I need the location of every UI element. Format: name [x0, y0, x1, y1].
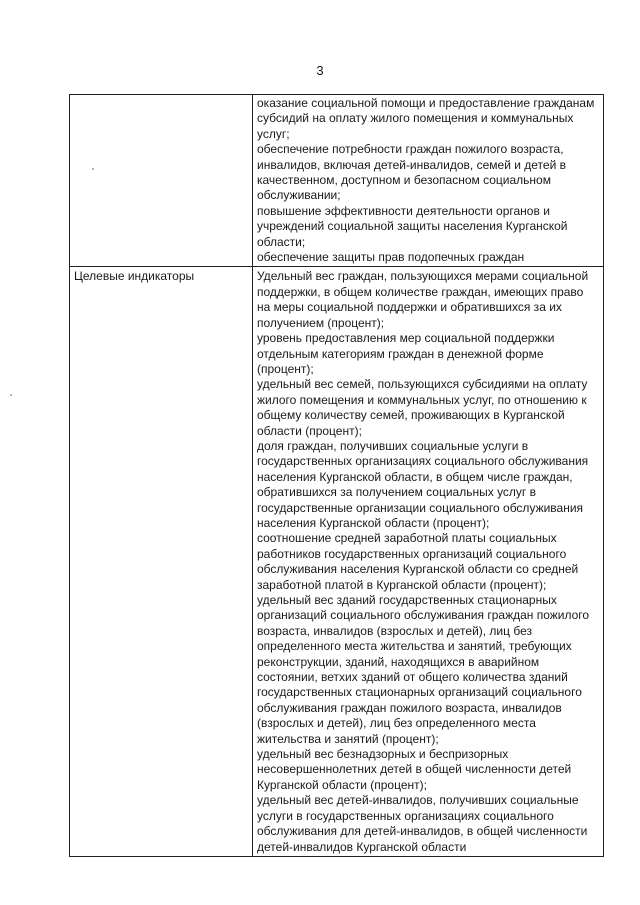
table-row	[70, 267, 604, 856]
list-item: обеспечение потребности граждан пожилого возраста, инвалидов, включая детей-инвалидов, семей и детей в качественном, доступном и безопасном социальном обслуживании;	[257, 142, 566, 203]
list-item: удельный вес безнадзорных и беспризорных несовершеннолетних детей в общей численности детей Курганской области (процент);	[257, 747, 572, 792]
program-passport-table	[69, 94, 604, 857]
list-item: удельный вес зданий государственных стационарных организаций социального обслуживания граждан пожилого возраста, инвалидов (взрослых и детей), лиц без определенного места жительства и занятий, требующих реконструкции, зданий, находящихся в аварийном состоянии, ветхих зданий от общего количества зданий государственных стационарных организаций социального обслуживания граждан пожилого возраста, инвалидов (взрослых и детей), лиц без определенного места жительства и занятий (процент);	[257, 593, 590, 746]
list-item: удельный вес детей-инвалидов, получивших социальные услуги в государственных организациях социального обслуживания для детей-инвалидов, в общей численности детей-инвалидов Курганской области	[257, 793, 588, 854]
list-item: удельный вес семей, пользующихся субсидиями на оплату жилого помещения и коммунальных услуг, по отношению к общему количеству семей, проживающих в Курганской области (процент);	[257, 377, 588, 438]
page-number: 3	[316, 63, 324, 78]
list-item: соотношение средней заработной платы социальных работников государственных организаций социального обслуживания населения Курганской области со средней заработной платой в Курганской области (процент);	[257, 531, 579, 592]
list-item: уровень предоставления мер социальной поддержки отдельным категориям граждан в денежной форме (процент);	[257, 331, 555, 376]
scan-speck	[92, 168, 94, 170]
table-row	[70, 95, 604, 267]
row-content-cell	[253, 267, 604, 856]
row-content-cell	[253, 95, 604, 267]
list-item: повышение эффективности деятельности органов и учреждений социальной защиты населения Курганской области;	[257, 203, 568, 249]
list-item: доля граждан, получивших социальные услуги в государственных организациях социального обслуживания населения Курганской области, в общем числе граждан, обратившихся за получением социальных услуг в государственные организации социального обслуживания населения Курганской области (процент);	[257, 438, 589, 530]
list-item: обеспечение защиты прав подопечных граждан	[257, 250, 525, 265]
row-label-cell	[70, 95, 253, 267]
scan-speck	[10, 394, 12, 396]
row-label-cell: Целевые индикаторы	[70, 267, 253, 856]
list-item: Удельный вес граждан, пользующихся мерами социальной поддержки, в общем количестве граждан, имеющих право на меры социальной поддержки и обратившихся за их получением (процент);	[257, 269, 589, 330]
list-item: оказание социальной помощи и предоставление гражданам субсидий на оплату жилого помещения и коммунальных услуг;	[257, 96, 595, 141]
